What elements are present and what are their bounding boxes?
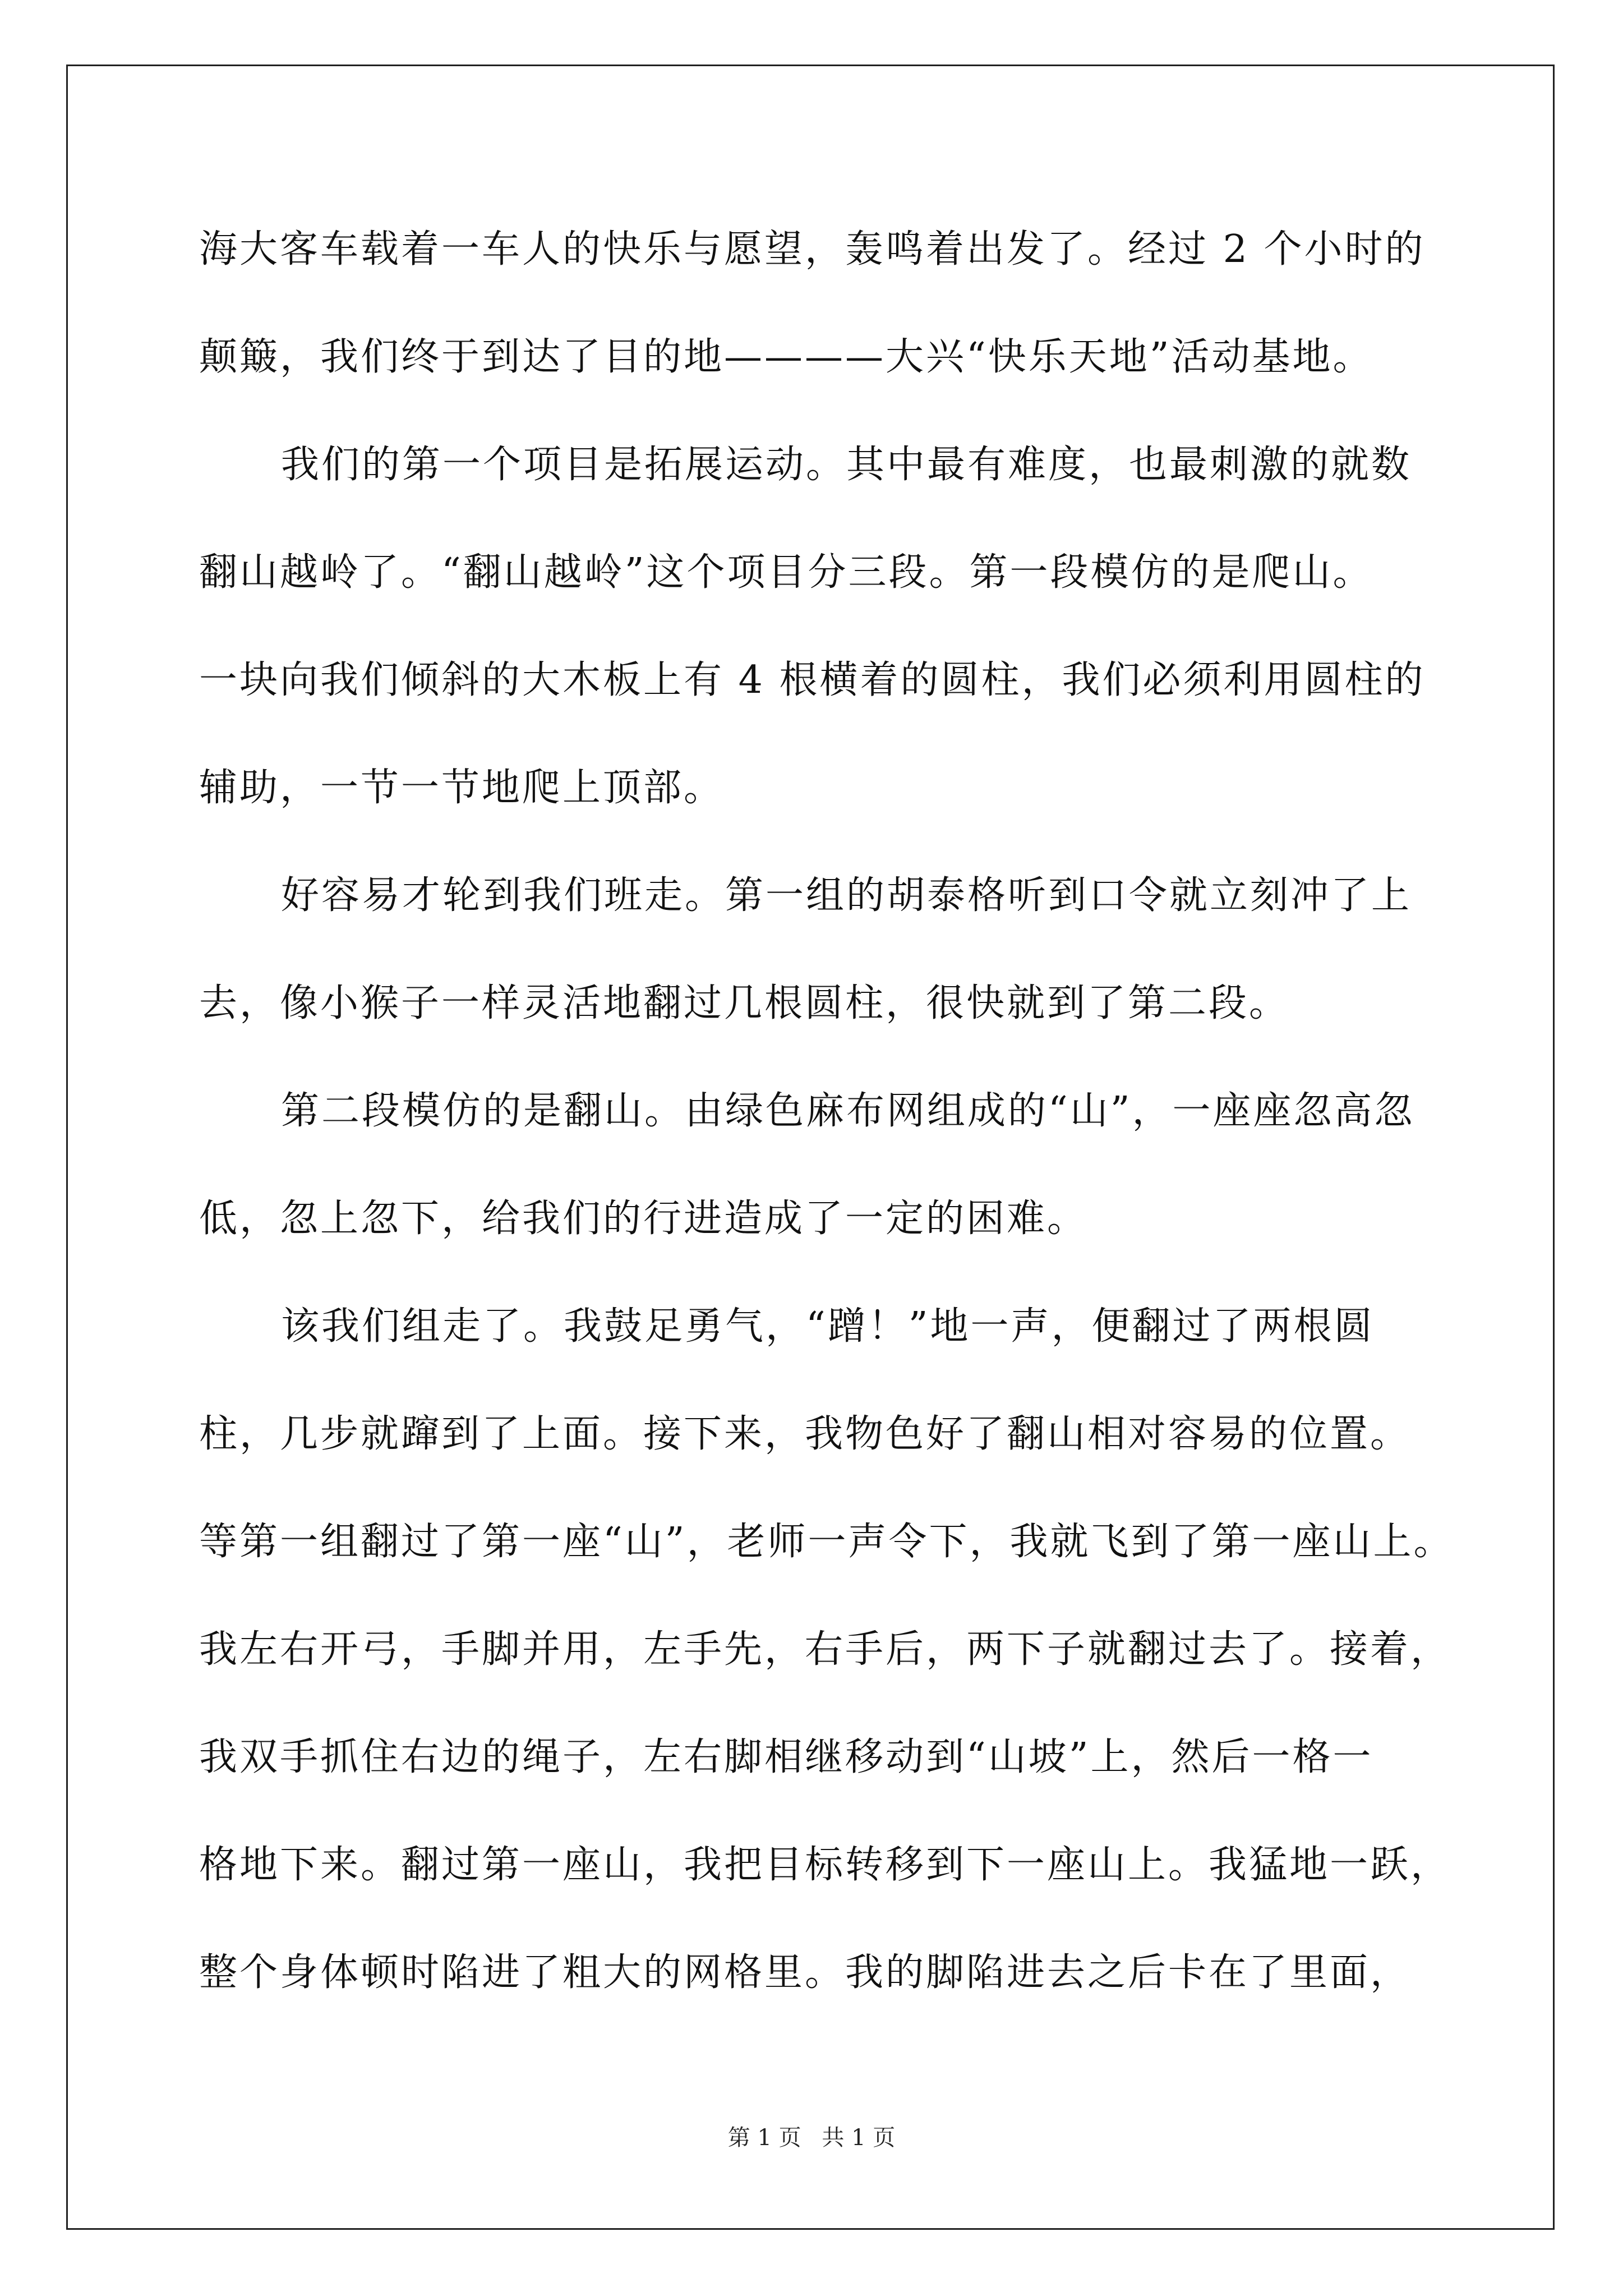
paragraph-start-line: 我们的第一个项目是拓展运动。其中最有难度，也最刺激的就数: [281, 443, 1412, 487]
text-line: 格地下来。翻过第一座山，我把目标转移到下一座山上。我猛地一跃，: [199, 1843, 1451, 1887]
text-line: 低，忽上忽下，给我们的行进造成了一定的困难。: [199, 1197, 1088, 1241]
text-line: 一块向我们倾斜的大木板上有 4 根横着的圆柱，我们必须利用圆柱的: [199, 658, 1426, 702]
document-body: [199, 219, 1454, 2050]
paragraph-start-line: 第二段模仿的是翻山。由绿色麻布网组成的“山”，一座座忽高忽: [281, 1089, 1415, 1133]
text-line: 等第一组翻过了第一座“山”，老师一声令下，我就飞到了第一座山上。: [199, 1520, 1454, 1564]
page-footer: [0, 2121, 1623, 2155]
text-line: 去，像小猴子一样灵活地翻过几根圆柱，很快就到了第二段。: [199, 981, 1290, 1025]
text-line: 翻山越岭了。“翻山越岭”这个项目分三段。第一段模仿的是爬山。: [199, 550, 1373, 595]
text-line: 我左右开弓，手脚并用，左手先，右手后，两下子就翻过去了。接着，: [199, 1627, 1451, 1672]
text-line: 辅助，一节一节地爬上顶部。: [199, 766, 725, 810]
text-line: 我双手抓住右边的绳子，左右脚相继移动到“山坡”上，然后一格一: [199, 1735, 1373, 1779]
text-line: 柱，几步就蹿到了上面。接下来，我物色好了翻山相对容易的位置。: [199, 1412, 1411, 1456]
text-line: 整个身体顿时陷进了粗大的网格里。我的脚陷进去之后卡在了里面，: [199, 1950, 1411, 1995]
text-line: 颠簸，我们终于到达了目的地————大兴“快乐天地”活动基地。: [199, 335, 1373, 379]
page-total: 共 1 页: [822, 2125, 896, 2151]
page-number: 第 1 页: [727, 2125, 801, 2151]
text-line: 海大客车载着一车人的快乐与愿望，轰鸣着出发了。经过 2 个小时的: [199, 227, 1426, 272]
paragraph-start-line: 该我们组走了。我鼓足勇气，“蹭！”地一声，便翻过了两根圆: [281, 1304, 1375, 1349]
paragraph-start-line: 好容易才轮到我们班走。第一组的胡泰格听到口令就立刻冲了上: [281, 873, 1412, 918]
